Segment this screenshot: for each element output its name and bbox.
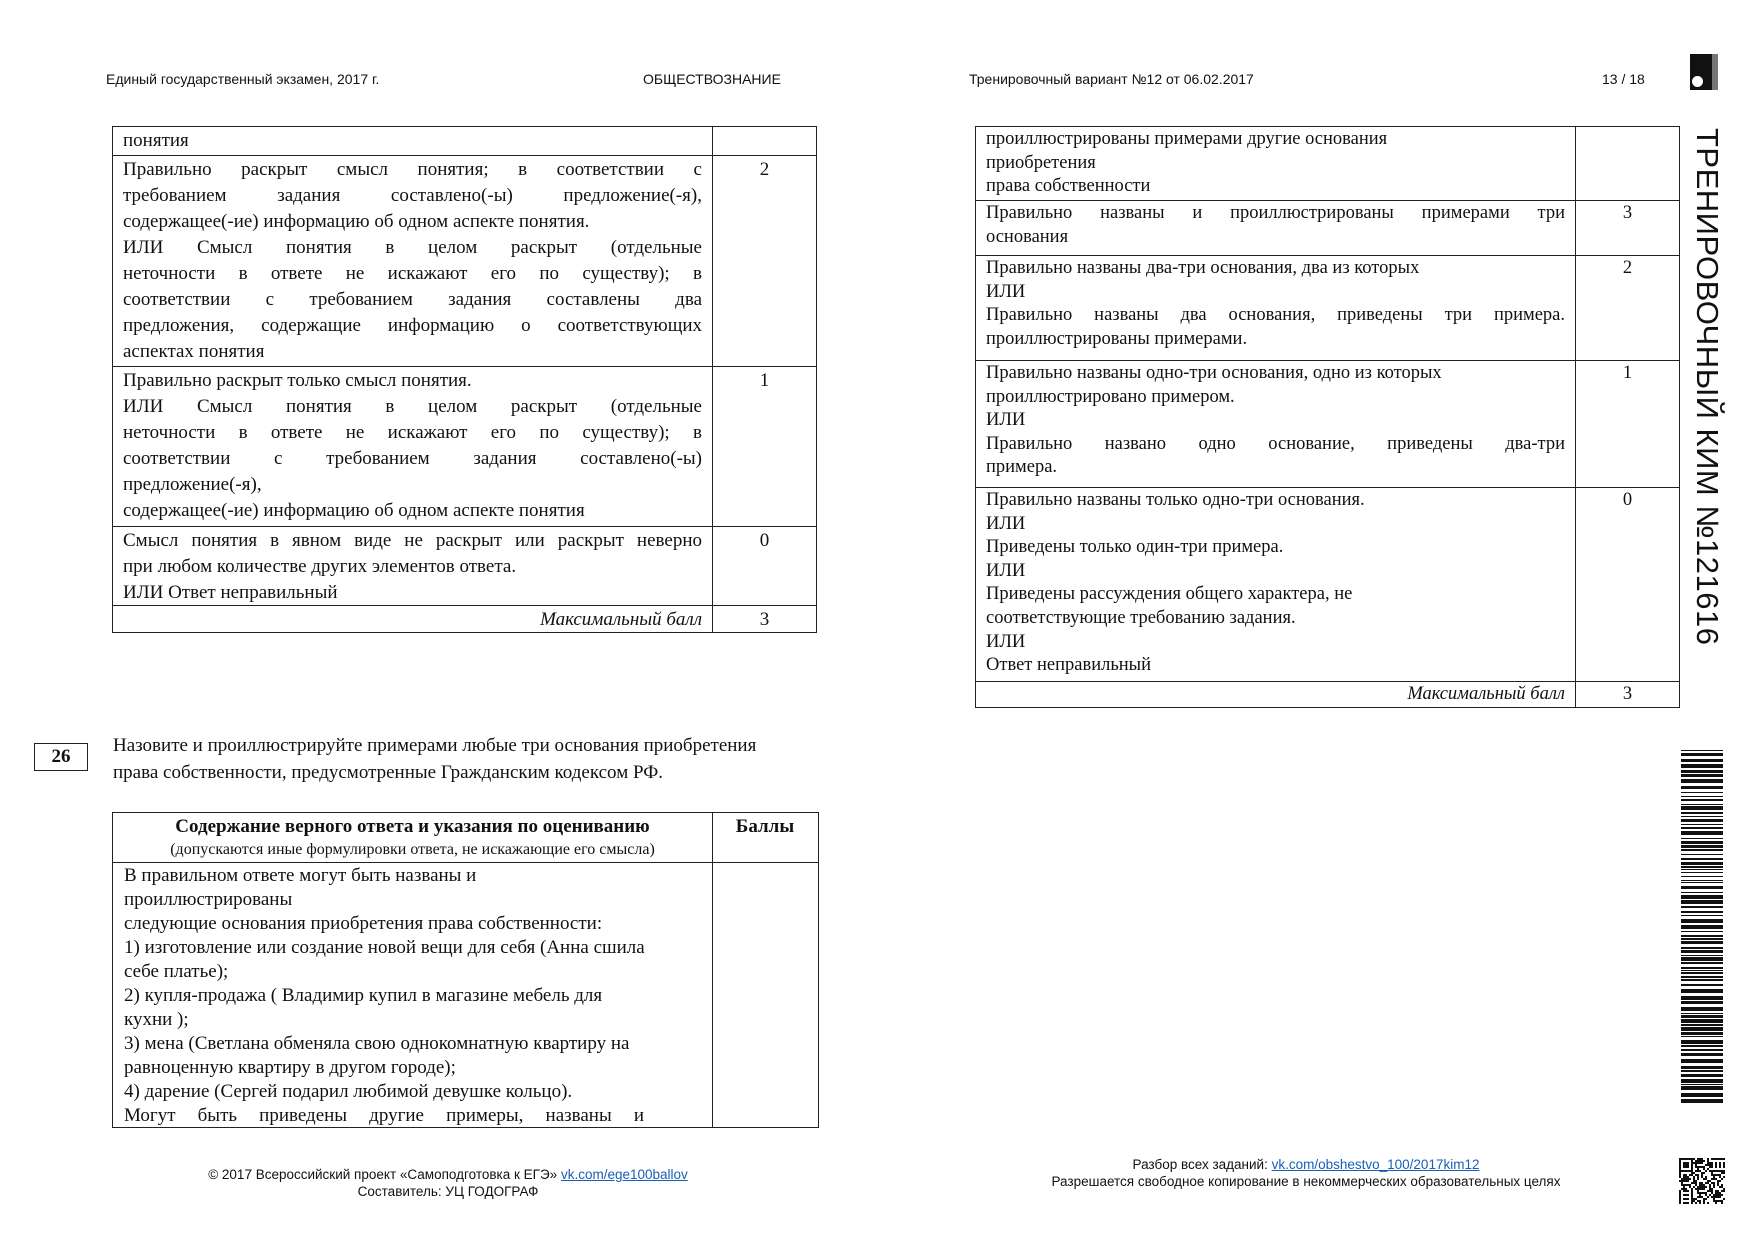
criteria-text xyxy=(986,257,1565,351)
answer-line: В правильном ответе могут быть названы и xyxy=(124,865,477,886)
criteria-line: права собственности xyxy=(986,176,1151,197)
table-row xyxy=(976,200,1679,255)
score-cell: 2 xyxy=(1622,258,1633,278)
header-variant: Тренировочный вариант №12 от 06.02.2017 xyxy=(969,71,1254,87)
criteria-line: Правильно названы одно-три основания, одно из которых xyxy=(986,363,1442,383)
criteria-line: ИЛИ Смысл понятия в целом раскрыт (отдельные xyxy=(123,237,702,258)
score-cell: 1 xyxy=(1622,363,1633,383)
table-row xyxy=(976,255,1679,360)
criteria-line: содержащее(-ие) информацию об одном аспекте понятия. xyxy=(123,211,590,232)
answer-line: 3) мена (Светлана обменяла свою однокомнатную квартиру на xyxy=(124,1033,630,1054)
criteria-line: предложение(-я), xyxy=(123,474,262,495)
criteria-line: соответствии с требованием задания составлены два xyxy=(123,289,702,310)
criteria-line: Смысл понятия в явном виде не раскрыт или раскрыт неверно xyxy=(123,530,702,551)
criteria-text xyxy=(986,489,1565,678)
criteria-table-task26-continued xyxy=(975,126,1680,708)
answer-line: 4) дарение (Сергей подарил любимой девушке кольцо). xyxy=(124,1081,573,1102)
score-cell: 1 xyxy=(759,370,770,391)
question-line: права собственности, предусмотренные Гражданским кодексом РФ. xyxy=(113,762,663,783)
max-score-label: Максимальный балл xyxy=(1407,684,1565,704)
task-question xyxy=(113,732,756,786)
answer-line: следующие основания приобретения права собственности: xyxy=(124,913,603,934)
score-cell: 0 xyxy=(1622,490,1633,510)
criteria-line: соответствующие требованию задания. xyxy=(986,607,1296,628)
barcode xyxy=(1681,750,1723,1102)
table-header-title: Содержание верного ответа и указания по оцениванию xyxy=(175,816,650,837)
answer-line: проиллюстрированы xyxy=(124,889,293,910)
criteria-line: ИЛИ xyxy=(986,513,1026,534)
criteria-line: основания xyxy=(986,226,1069,247)
answer-line: 1) изготовление или создание новой вещи для себя (Анна сшила xyxy=(124,937,645,958)
footer-link-ege100[interactable]: vk.com/ege100ballov xyxy=(560,1167,688,1182)
criteria-line: Правильно названы и проиллюстрированы примерами три xyxy=(986,203,1565,223)
corner-mark-icon xyxy=(1690,54,1718,90)
criteria-line: Правильно названы два основания, приведены три примера. xyxy=(986,305,1565,326)
criteria-line: примера. xyxy=(986,457,1058,478)
footer-copy-note: Разрешается свободное копирование в некоммерческих образовательных целях xyxy=(1051,1174,1561,1189)
criteria-line: Приведены рассуждения общего характера, не xyxy=(986,584,1353,605)
question-line: Назовите и проиллюстрируйте примерами любые три основания приобретения xyxy=(113,735,757,756)
table-row xyxy=(113,366,816,526)
score-cell: 3 xyxy=(1622,203,1633,223)
criteria-line: требованием задания составлено(-ы) предложение(-я), xyxy=(123,185,702,206)
footer-copyright: © 2017 Всероссийский проект «Самоподготовка к ЕГЭ» xyxy=(208,1167,558,1182)
criteria-table-continued xyxy=(112,126,817,633)
table-row xyxy=(976,360,1679,487)
criteria-line: Правильно названы только одно-три основания. xyxy=(986,490,1365,510)
table-header-score: Баллы xyxy=(735,816,795,837)
qr-code xyxy=(1679,1158,1725,1204)
criteria-line: Правильно раскрыт смысл понятия; в соответствии с xyxy=(123,159,702,180)
criteria-line: ИЛИ xyxy=(986,410,1026,431)
criteria-text xyxy=(986,128,1565,199)
criteria-line: ИЛИ xyxy=(986,631,1026,652)
criteria-line: аспектах понятия xyxy=(123,341,265,362)
criteria-line: содержащее(-ие) информацию об одном аспекте понятия xyxy=(123,500,585,521)
criteria-text xyxy=(986,362,1565,480)
criteria-line: Правильно раскрыт только смысл понятия. xyxy=(123,370,472,391)
header-page-number: 13 / 18 xyxy=(1602,71,1645,87)
criteria-line: Правильно названы два-три основания, два из которых xyxy=(986,258,1420,278)
criteria-line: проиллюстрированы примерами другие основания xyxy=(986,129,1388,149)
criteria-line: соответствии с требованием задания составлено(-ы) xyxy=(123,448,702,469)
answer-line: себе платье); xyxy=(124,961,229,982)
table-row xyxy=(976,487,1679,681)
answer-line: 2) купля-продажа ( Владимир купил в магазине мебель для xyxy=(124,985,603,1006)
answer-line: кухни ); xyxy=(124,1009,189,1030)
criteria-line: неточности в ответе не искажают его по существу); в xyxy=(123,263,702,284)
vertical-kim-text: ТРЕНИРОВОЧНЫЙ КИМ №121616 xyxy=(1690,128,1725,646)
criteria-line: Приведены только один-три примера. xyxy=(986,537,1284,558)
footer-analysis-label: Разбор всех заданий: xyxy=(1132,1157,1268,1172)
criteria-text xyxy=(986,202,1565,249)
table-row xyxy=(113,155,816,366)
table-row xyxy=(113,526,816,605)
criteria-text xyxy=(123,368,702,524)
criteria-line: при любом количестве других элементов ответа. xyxy=(123,556,517,577)
criteria-line: ИЛИ Ответ неправильный xyxy=(123,582,338,603)
criteria-text xyxy=(123,128,702,154)
criteria-line: ИЛИ xyxy=(986,560,1026,581)
answer-line: равноценную квартиру в другом городе); xyxy=(124,1057,456,1078)
header-subject: ОБЩЕСТВОЗНАНИЕ xyxy=(643,71,781,87)
criteria-line: ИЛИ xyxy=(986,281,1026,302)
answer-table-task26 xyxy=(112,812,819,1128)
criteria-line: Ответ неправильный xyxy=(986,655,1152,676)
answer-line: Могут быть приведены другие примеры, названы и xyxy=(124,1105,644,1126)
max-score-row xyxy=(976,681,1679,707)
task-number: 26 xyxy=(51,746,71,767)
header-exam: Единый государственный экзамен, 2017 г. xyxy=(106,71,380,87)
task-number-box xyxy=(34,743,88,771)
score-cell: 2 xyxy=(759,159,770,180)
table-header-note: (допускаются иные формулировки ответа, не искажающие его смысла) xyxy=(170,841,655,858)
answer-content xyxy=(124,864,702,1128)
table-row xyxy=(113,127,816,155)
max-score-row xyxy=(113,605,816,632)
criteria-line: неточности в ответе не искажают его по существу); в xyxy=(123,422,702,443)
criteria-line: ИЛИ Смысл понятия в целом раскрыт (отдельные xyxy=(123,396,702,417)
criteria-line: проиллюстрированы примерами. xyxy=(986,328,1248,349)
table-row xyxy=(976,127,1679,200)
criteria-line: приобретения xyxy=(986,152,1096,173)
criteria-line: проиллюстрировано примером. xyxy=(986,386,1235,407)
criteria-text xyxy=(123,157,702,365)
max-score-value: 3 xyxy=(1622,684,1633,704)
footer-left xyxy=(148,1166,748,1200)
footer-link-analysis[interactable]: vk.com/obshestvo_100/2017kim12 xyxy=(1271,1157,1480,1172)
footer-author: Составитель: УЦ ГОДОГРАФ xyxy=(357,1184,539,1199)
criteria-line: Правильно названо одно основание, приведены два-три xyxy=(986,433,1565,454)
footer-right xyxy=(956,1156,1656,1190)
criteria-text xyxy=(123,528,702,606)
max-score-label: Максимальный балл xyxy=(540,609,702,630)
max-score-value: 3 xyxy=(759,609,770,630)
score-cell: 0 xyxy=(759,530,770,551)
vertical-kim-label xyxy=(1691,128,1725,713)
criteria-line: предложения, содержащие информацию о соответствующих xyxy=(123,315,702,336)
criteria-line: понятия xyxy=(123,130,189,151)
